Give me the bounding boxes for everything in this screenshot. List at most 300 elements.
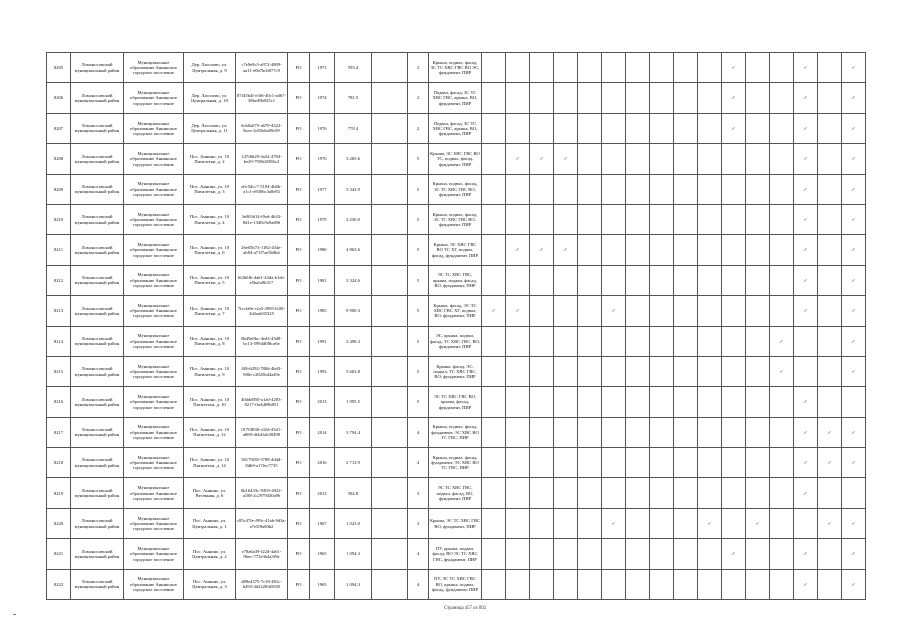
- type-cell: РО: [288, 204, 310, 234]
- municipality-cell: Муниципальное образование Аннинское городское поселение: [124, 235, 184, 265]
- empty-work-cell: [602, 326, 626, 356]
- check-mark-icon: ✓: [818, 448, 842, 478]
- empty-work-cell: [818, 356, 842, 386]
- table-row: [47, 235, 866, 265]
- floors-cell: 5: [408, 326, 429, 356]
- empty-work-cell: [818, 569, 842, 599]
- empty-work-cell: [602, 539, 626, 569]
- empty-work-cell: [554, 83, 578, 113]
- check-mark-icon: ✓: [794, 53, 818, 83]
- works-cell: ЭС ТС ХВС ГВС ВО, крыша, фасад, фундамент, ПИР: [429, 387, 482, 417]
- empty-work-cell: [698, 539, 722, 569]
- empty-work-cell: [626, 508, 650, 538]
- empty-work-cell: [746, 417, 770, 447]
- empty-work-cell: [602, 53, 626, 83]
- works-cell: Крыша, ЭС ТС ХВС ГВС ВО, фундамент, ПИР: [429, 508, 482, 538]
- empty-work-cell: [722, 296, 746, 326]
- floors-cell: 5: [408, 356, 429, 386]
- empty-work-cell: [698, 83, 722, 113]
- empty-work-cell: [482, 417, 506, 447]
- empty-work-cell: [578, 356, 602, 386]
- guid-cell: 0170f838-c02d-45d1-a869-df4d1ab38498: [236, 417, 288, 447]
- row-id: 8222: [47, 569, 71, 599]
- empty-work-cell: [674, 83, 698, 113]
- row-id: 8210: [47, 204, 71, 234]
- year-cell: 1985: [310, 296, 335, 326]
- empty-work-cell: [746, 569, 770, 599]
- empty-work-cell: [482, 387, 506, 417]
- empty-work-cell: [722, 417, 746, 447]
- floors-cell: 4: [408, 569, 429, 599]
- blank-cell: [372, 83, 408, 113]
- empty-work-cell: [698, 144, 722, 174]
- works-cell: Крыша, фасад, ЭС, подвал, ТС ХВС ГВС, ВО, фундамент, ПИР: [429, 356, 482, 386]
- empty-work-cell: [698, 113, 722, 143]
- empty-work-cell: [818, 204, 842, 234]
- district-cell: Ломоносовский муниципальный район: [71, 356, 124, 386]
- table-row: [47, 326, 866, 356]
- empty-work-cell: [650, 204, 674, 234]
- empty-work-cell: [746, 448, 770, 478]
- municipality-cell: Муниципальное образование Аннинское городское поселение: [124, 356, 184, 386]
- works-cell: ЭС ТС ХВС ГВС, подвал, фасад, ВО, фундамент, ПИР: [429, 478, 482, 508]
- empty-work-cell: [554, 296, 578, 326]
- district-cell: Ломоносовский муниципальный район: [71, 83, 124, 113]
- check-mark-icon: ✓: [842, 235, 866, 265]
- empty-work-cell: [650, 539, 674, 569]
- empty-work-cell: [530, 296, 554, 326]
- municipality-cell: Муниципальное образование Аннинское городское поселение: [124, 539, 184, 569]
- empty-work-cell: [506, 417, 530, 447]
- empty-work-cell: [482, 539, 506, 569]
- empty-work-cell: [674, 478, 698, 508]
- empty-work-cell: [770, 478, 794, 508]
- check-mark-icon: ✓: [818, 417, 842, 447]
- district-cell: Ломоносовский муниципальный район: [71, 53, 124, 83]
- district-cell: Ломоносовский муниципальный район: [71, 387, 124, 417]
- empty-work-cell: [722, 174, 746, 204]
- empty-work-cell: [674, 417, 698, 447]
- guid-cell: 26e05b73-1182-434e-ab84-a71f7ae5b8b4: [236, 235, 288, 265]
- municipality-cell: Муниципальное образование Аннинское городское поселение: [124, 53, 184, 83]
- empty-work-cell: [674, 508, 698, 538]
- area-cell: 778.4: [335, 113, 372, 143]
- empty-work-cell: [770, 174, 794, 204]
- municipality-cell: Муниципальное образование Аннинское городское поселение: [124, 265, 184, 295]
- empty-work-cell: [554, 539, 578, 569]
- empty-work-cell: [602, 235, 626, 265]
- empty-work-cell: [818, 144, 842, 174]
- floors-cell: 2: [408, 83, 429, 113]
- type-cell: РО: [288, 113, 310, 143]
- check-mark-icon: ✓: [530, 144, 554, 174]
- floors-cell: 5: [408, 387, 429, 417]
- check-mark-icon: ✓: [482, 296, 506, 326]
- empty-work-cell: [698, 326, 722, 356]
- type-cell: РО: [288, 144, 310, 174]
- year-cell: 1993: [310, 356, 335, 386]
- row-id: 8205: [47, 53, 71, 83]
- empty-work-cell: [506, 569, 530, 599]
- empty-work-cell: [506, 265, 530, 295]
- empty-work-cell: [842, 387, 866, 417]
- table-row: [47, 204, 866, 234]
- guid-cell: 56179f39-3788-4d4d-8db9-a17fec7735: [236, 448, 288, 478]
- check-mark-icon: ✓: [842, 265, 866, 295]
- works-cell: Крыша, подвал, фасад, ЗС ТС ХВС ГВС ВО, фундамент, ПИР: [429, 204, 482, 234]
- type-cell: РО: [288, 478, 310, 508]
- blank-cell: [372, 113, 408, 143]
- district-cell: Ломоносовский муниципальный район: [71, 539, 124, 569]
- table-row: [47, 417, 866, 447]
- empty-work-cell: [578, 417, 602, 447]
- check-mark-icon: ✓: [794, 387, 818, 417]
- type-cell: РО: [288, 83, 310, 113]
- empty-work-cell: [602, 83, 626, 113]
- empty-work-cell: [770, 569, 794, 599]
- check-mark-icon: ✓: [842, 53, 866, 83]
- empty-work-cell: [770, 417, 794, 447]
- check-mark-icon: ✓: [722, 113, 746, 143]
- empty-work-cell: [506, 539, 530, 569]
- empty-work-cell: [722, 144, 746, 174]
- empty-work-cell: [554, 326, 578, 356]
- empty-work-cell: [770, 508, 794, 538]
- empty-work-cell: [578, 326, 602, 356]
- area-cell: 3 230.0: [335, 204, 372, 234]
- address-cell: Пос. Аннино, ул. 10 Пятилетки, д. 5: [184, 265, 236, 295]
- empty-work-cell: [530, 356, 554, 386]
- empty-work-cell: [554, 508, 578, 538]
- check-mark-icon: ✓: [506, 144, 530, 174]
- empty-work-cell: [602, 356, 626, 386]
- check-mark-icon: ✓: [794, 478, 818, 508]
- district-cell: Ломоносовский муниципальный район: [71, 235, 124, 265]
- empty-work-cell: [818, 296, 842, 326]
- empty-work-cell: [794, 508, 818, 538]
- row-id: 8211: [47, 235, 71, 265]
- check-mark-icon: ✓: [794, 296, 818, 326]
- empty-work-cell: [794, 356, 818, 386]
- row-id: 8214: [47, 326, 71, 356]
- empty-work-cell: [530, 83, 554, 113]
- blank-cell: [372, 53, 408, 83]
- year-cell: 1979: [310, 204, 335, 234]
- area-cell: 5 663.8: [335, 356, 372, 386]
- empty-work-cell: [746, 539, 770, 569]
- municipality-cell: Муниципальное образование Аннинское городское поселение: [124, 478, 184, 508]
- empty-work-cell: [698, 204, 722, 234]
- empty-work-cell: [554, 387, 578, 417]
- type-cell: РО: [288, 296, 310, 326]
- address-cell: Пос. Аннино, ул. Весенняя, д. 6: [184, 478, 236, 508]
- empty-work-cell: [626, 326, 650, 356]
- area-cell: 1 094.3: [335, 539, 372, 569]
- floors-cell: 3: [408, 508, 429, 538]
- empty-work-cell: [770, 83, 794, 113]
- empty-work-cell: [554, 356, 578, 386]
- empty-work-cell: [506, 83, 530, 113]
- empty-work-cell: [626, 53, 650, 83]
- works-cell: ЭС, крыша, подвал, фасад, ТС ХВС ГВС, ВО, фундамент, ПИР: [429, 326, 482, 356]
- empty-work-cell: [482, 508, 506, 538]
- empty-work-cell: [674, 204, 698, 234]
- works-cell: Крыша, фасад, ЭС ТС ХВС ГВС ХГ, подвал, ВО, фундамент, ПИР: [429, 296, 482, 326]
- works-cell: Крыша, ЭС ХВС ГВС ВО ТС ХГ, подвал, фасад, фундамент, ПИР: [429, 235, 482, 265]
- address-cell: Пос. Аннино, ул. 10 Пятилетки, д. 6: [184, 235, 236, 265]
- empty-work-cell: [506, 478, 530, 508]
- empty-work-cell: [650, 174, 674, 204]
- works-cell: Крыша, подвал, фасад, ЗС ТС ХВС ГВС ВО ЭС, фундамент, ПИР: [429, 53, 482, 83]
- empty-work-cell: [746, 144, 770, 174]
- blank-cell: [372, 204, 408, 234]
- empty-work-cell: [650, 265, 674, 295]
- empty-work-cell: [674, 539, 698, 569]
- empty-work-cell: [602, 478, 626, 508]
- area-cell: 3 265.6: [335, 144, 372, 174]
- check-mark-icon: ✓: [842, 356, 866, 386]
- empty-work-cell: [626, 204, 650, 234]
- address-cell: Пос. Аннино, ул. 10 Пятилетки, д. 8: [184, 326, 236, 356]
- empty-work-cell: [698, 448, 722, 478]
- check-mark-icon: ✓: [842, 448, 866, 478]
- empty-work-cell: [770, 53, 794, 83]
- empty-work-cell: [674, 448, 698, 478]
- empty-work-cell: [770, 448, 794, 478]
- empty-work-cell: [722, 478, 746, 508]
- empty-work-cell: [770, 235, 794, 265]
- empty-work-cell: [626, 539, 650, 569]
- area-cell: 3 498.3: [335, 326, 372, 356]
- empty-work-cell: [626, 417, 650, 447]
- district-cell: Ломоносовский муниципальный район: [71, 296, 124, 326]
- empty-work-cell: [674, 113, 698, 143]
- empty-work-cell: [530, 326, 554, 356]
- district-cell: Ломоносовский муниципальный район: [71, 144, 124, 174]
- empty-work-cell: [650, 296, 674, 326]
- type-cell: РО: [288, 417, 310, 447]
- empty-work-cell: [650, 508, 674, 538]
- empty-work-cell: [578, 204, 602, 234]
- empty-work-cell: [722, 448, 746, 478]
- empty-work-cell: [626, 296, 650, 326]
- empty-work-cell: [650, 448, 674, 478]
- district-cell: Ломоносовский муниципальный район: [71, 326, 124, 356]
- row-id: 8216: [47, 387, 71, 417]
- empty-work-cell: [698, 569, 722, 599]
- empty-work-cell: [698, 174, 722, 204]
- empty-work-cell: [818, 113, 842, 143]
- year-cell: 1981: [310, 265, 335, 295]
- empty-work-cell: [746, 113, 770, 143]
- area-cell: 584.8: [335, 478, 372, 508]
- empty-work-cell: [530, 448, 554, 478]
- table-row: [47, 508, 866, 538]
- empty-work-cell: [506, 204, 530, 234]
- empty-work-cell: [482, 448, 506, 478]
- empty-work-cell: [650, 326, 674, 356]
- guid-cell: 147f6629-4a32-4784-be29-7950d2586c2: [236, 144, 288, 174]
- empty-work-cell: [722, 265, 746, 295]
- check-mark-icon: ✓: [722, 83, 746, 113]
- empty-work-cell: [554, 478, 578, 508]
- floors-cell: 5: [408, 144, 429, 174]
- blank-cell: [372, 417, 408, 447]
- guid-cell: 40ddd050-a1a0-4283-8217-ffa4d69b851: [236, 387, 288, 417]
- check-mark-icon: ✓: [842, 204, 866, 234]
- type-cell: РО: [288, 539, 310, 569]
- district-cell: Ломоносовский муниципальный район: [71, 478, 124, 508]
- empty-work-cell: [578, 569, 602, 599]
- check-mark-icon: ✓: [698, 508, 722, 538]
- empty-work-cell: [722, 508, 746, 538]
- empty-work-cell: [626, 569, 650, 599]
- empty-work-cell: [650, 356, 674, 386]
- empty-work-cell: [530, 539, 554, 569]
- municipality-cell: Муниципальное образование Аннинское городское поселение: [124, 326, 184, 356]
- empty-work-cell: [626, 144, 650, 174]
- municipality-cell: Муниципальное образование Аннинское городское поселение: [124, 174, 184, 204]
- check-mark-icon: ✓: [554, 235, 578, 265]
- empty-work-cell: [482, 265, 506, 295]
- type-cell: РО: [288, 569, 310, 599]
- district-cell: Ломоносовский муниципальный район: [71, 508, 124, 538]
- empty-work-cell: [722, 356, 746, 386]
- row-id: 8213: [47, 296, 71, 326]
- district-cell: Ломоносовский муниципальный район: [71, 174, 124, 204]
- check-mark-icon: ✓: [842, 508, 866, 538]
- district-cell: Ломоносовский муниципальный район: [71, 265, 124, 295]
- empty-work-cell: [602, 174, 626, 204]
- empty-work-cell: [674, 326, 698, 356]
- works-cell: ЭС ТС ХВС ГВС, крыша, подвал, фасад, ВО, фундамент, ПИР: [429, 265, 482, 295]
- empty-work-cell: [578, 387, 602, 417]
- check-mark-icon: ✓: [770, 356, 794, 386]
- empty-work-cell: [578, 478, 602, 508]
- empty-work-cell: [722, 326, 746, 356]
- empty-work-cell: [482, 204, 506, 234]
- district-cell: Ломоносовский муниципальный район: [71, 448, 124, 478]
- row-id: 8207: [47, 113, 71, 143]
- empty-work-cell: [722, 387, 746, 417]
- empty-work-cell: [770, 144, 794, 174]
- area-cell: 2 713.9: [335, 448, 372, 478]
- check-mark-icon: ✓: [842, 113, 866, 143]
- blank-cell: [372, 448, 408, 478]
- empty-work-cell: [530, 204, 554, 234]
- type-cell: РО: [288, 326, 310, 356]
- check-mark-icon: ✓: [602, 296, 626, 326]
- empty-work-cell: [602, 417, 626, 447]
- area-cell: 3 343.9: [335, 174, 372, 204]
- works-cell: Крыша, подвал, фасад, фундамент, ЭС ХВС ВО ГС ГВС, ПИР: [429, 417, 482, 447]
- municipality-cell: Муниципальное образование Аннинское городское поселение: [124, 387, 184, 417]
- check-mark-icon: ✓: [842, 83, 866, 113]
- empty-work-cell: [578, 83, 602, 113]
- area-cell: 4 863.6: [335, 235, 372, 265]
- empty-work-cell: [650, 478, 674, 508]
- empty-work-cell: [650, 144, 674, 174]
- municipality-cell: Муниципальное образование Аннинское городское поселение: [124, 569, 184, 599]
- check-mark-icon: ✓: [794, 113, 818, 143]
- floors-cell: 5: [408, 235, 429, 265]
- empty-work-cell: [674, 356, 698, 386]
- blank-cell: [372, 326, 408, 356]
- empty-work-cell: [746, 326, 770, 356]
- check-mark-icon: ✓: [794, 448, 818, 478]
- empty-work-cell: [506, 448, 530, 478]
- year-cell: 1980: [310, 235, 335, 265]
- check-mark-icon: ✓: [746, 508, 770, 538]
- empty-work-cell: [506, 113, 530, 143]
- address-cell: Пос. Аннино, ул. 10 Пятилетки, д. 14: [184, 448, 236, 478]
- empty-work-cell: [818, 53, 842, 83]
- empty-work-cell: [482, 144, 506, 174]
- empty-work-cell: [578, 539, 602, 569]
- check-mark-icon: ✓: [794, 569, 818, 599]
- guid-cell: 6f2b6fb-4a61-43da-b1eb-e5bafa9b317: [236, 265, 288, 295]
- blank-cell: [372, 144, 408, 174]
- empty-work-cell: [722, 204, 746, 234]
- empty-work-cell: [746, 356, 770, 386]
- guid-cell: 7fccfa9e-cfa5-4995-b30f-3d2aa635325: [236, 296, 288, 326]
- empty-work-cell: [674, 387, 698, 417]
- empty-work-cell: [626, 113, 650, 143]
- blank-cell: [372, 508, 408, 538]
- type-cell: РО: [288, 356, 310, 386]
- empty-work-cell: [578, 235, 602, 265]
- works-cell: Крыша, ЗС ХВС ГВС ВО ТС, подвал, фасад, фундамент, ПИР: [429, 144, 482, 174]
- empty-work-cell: [482, 569, 506, 599]
- year-cell: 1965: [310, 569, 335, 599]
- empty-work-cell: [746, 387, 770, 417]
- guid-cell: d88e4375-7c39-481c-b493-4d2220fd5650: [236, 569, 288, 599]
- empty-work-cell: [722, 235, 746, 265]
- empty-work-cell: [650, 235, 674, 265]
- empty-work-cell: [482, 53, 506, 83]
- works-cell: Подвал, фасад, ЗС ТС ХВС ГВС, крыша, ВО, фундамент, ПИР: [429, 113, 482, 143]
- check-mark-icon: ✓: [794, 144, 818, 174]
- empty-work-cell: [506, 356, 530, 386]
- area-cell: 3 794.4: [335, 417, 372, 447]
- check-mark-icon: ✓: [842, 174, 866, 204]
- empty-work-cell: [530, 174, 554, 204]
- empty-work-cell: [602, 265, 626, 295]
- table-row: [47, 174, 866, 204]
- type-cell: РО: [288, 508, 310, 538]
- works-cell: ПУ, ЭС ТС ХВС ГВС ВО, крыша, подвал, фасад, фундамент, ПИР: [429, 569, 482, 599]
- guid-cell: 3e063d14-f0ed-4b33-8d1e-1348c9a9ad96: [236, 204, 288, 234]
- address-cell: Пос. Аннино, ул. 10 Пятилетки, д. 10: [184, 387, 236, 417]
- check-mark-icon: ✓: [554, 144, 578, 174]
- guid-cell: 6cb0a075-a670-4522-8ace-2c83e6a80c09: [236, 113, 288, 143]
- address-cell: Пос. Аннино, ул. Центральная, д. 1: [184, 508, 236, 538]
- empty-work-cell: [626, 265, 650, 295]
- empty-work-cell: [698, 417, 722, 447]
- district-cell: Ломоносовский муниципальный район: [71, 417, 124, 447]
- area-cell: 781.5: [335, 83, 372, 113]
- table-row: [47, 53, 866, 83]
- guid-cell: 8b49a9bc-4ed3-43d8-bc13-5994d0f8ca6e: [236, 326, 288, 356]
- blank-cell: [372, 356, 408, 386]
- type-cell: РО: [288, 387, 310, 417]
- empty-work-cell: [482, 235, 506, 265]
- row-id: 8212: [47, 265, 71, 295]
- row-id: 8215: [47, 356, 71, 386]
- empty-work-cell: [650, 569, 674, 599]
- table-row: [47, 539, 866, 569]
- blank-cell: [372, 235, 408, 265]
